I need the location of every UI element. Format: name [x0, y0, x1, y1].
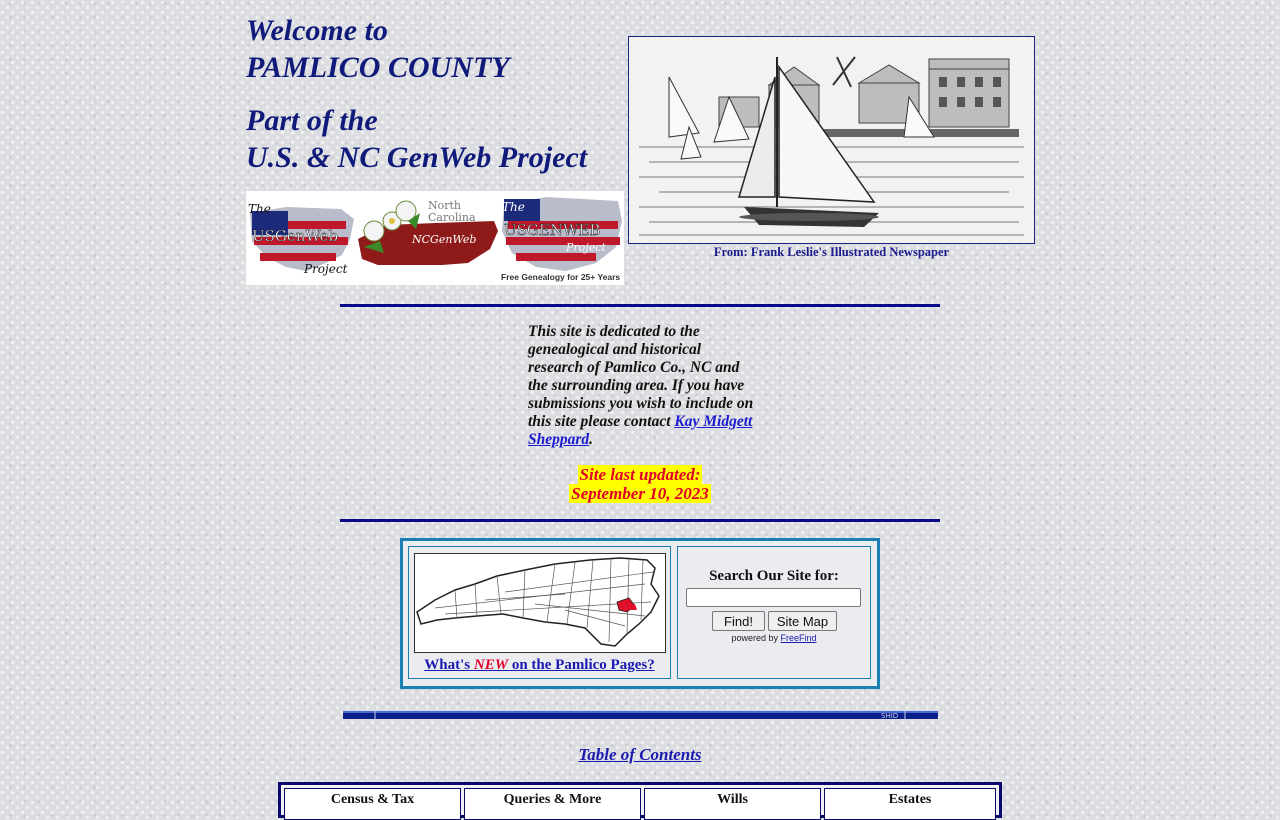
powered-prefix: powered by	[731, 633, 781, 643]
map-search-panel	[400, 538, 880, 689]
svg-text:The: The	[502, 200, 525, 214]
horizontal-rule	[340, 304, 940, 307]
svg-text:Project: Project	[566, 241, 606, 254]
freefind-link[interactable]: FreeFind	[780, 633, 817, 643]
whats-new-prefix: What's	[424, 657, 474, 673]
whats-new-cell	[408, 546, 671, 679]
nc-county-map-link[interactable]	[414, 553, 666, 653]
toc-table	[278, 782, 1002, 818]
toc-cell-estates[interactable]: Estates	[824, 788, 996, 820]
site-search-cell	[677, 546, 871, 679]
nc-county-map-icon	[415, 554, 665, 652]
project-line-2: U.S. & NC GenWeb Project	[246, 141, 588, 174]
find-button[interactable]: Find!	[712, 611, 765, 631]
welcome-line-2: PAMLICO COUNTY	[246, 51, 510, 84]
harbor-engraving-graphic	[629, 37, 1034, 243]
svg-text:Carolina: Carolina	[428, 211, 476, 224]
svg-text:USGENWEB: USGENWEB	[504, 221, 601, 239]
harbor-engraving-image	[628, 36, 1035, 244]
svg-text:Project: Project	[304, 262, 348, 276]
engraving-caption: From: Frank Leslie's Illustrated Newspaper	[713, 245, 950, 259]
toc-cell-census-tax[interactable]: Census & Tax	[284, 788, 461, 820]
whats-new-link[interactable]	[409, 657, 670, 674]
updated-date: September 10, 2023	[571, 484, 709, 503]
search-title: Search Our Site for:	[709, 568, 839, 584]
svg-text:The: The	[248, 202, 271, 216]
table-of-contents-link[interactable]: Table of Contents	[578, 745, 702, 764]
genweb-logos-banner[interactable]	[246, 191, 624, 285]
ncgenweb-logo	[358, 199, 498, 265]
usgenweb-logo	[248, 202, 354, 276]
svg-text:SHID: SHID	[881, 712, 899, 720]
whats-new-suffix: on the Pamlico Pages?	[508, 657, 655, 673]
intro-body: This site is dedicated to the genealogical and historical research of Pamlico Co., NC and the surrounding area. If you have submissions you wish to include on this site please contact	[528, 323, 754, 430]
search-input[interactable]	[686, 588, 861, 607]
last-updated-notice	[540, 465, 740, 503]
updated-line-1: Site last updated:	[579, 465, 701, 484]
project-line-1: Part of the	[246, 104, 378, 137]
site-map-button[interactable]: Site Map	[768, 611, 837, 631]
svg-text:NCGenWeb: NCGenWeb	[412, 233, 477, 246]
toc-cell-wills[interactable]: Wills	[644, 788, 821, 820]
divider-bar-graphic	[343, 710, 938, 720]
whats-new-new-label: NEW	[473, 657, 509, 673]
intro-suffix: .	[589, 431, 594, 448]
site-intro-text	[528, 323, 758, 449]
genweb-logos-graphic	[246, 191, 624, 285]
usgenweb-25-years-logo	[501, 197, 622, 282]
project-heading	[246, 102, 587, 176]
contact-link[interactable]: Kay Midgett Sheppard	[528, 413, 753, 448]
horizontal-rule	[340, 519, 940, 522]
decorative-divider-bar	[343, 710, 938, 720]
welcome-heading	[246, 12, 510, 86]
powered-by	[678, 633, 870, 643]
svg-text:Free Genealogy for 25+ Years: Free Genealogy for 25+ Years	[501, 272, 621, 282]
svg-text:North: North	[428, 199, 462, 212]
welcome-line-1: Welcome to	[246, 14, 388, 47]
svg-text:USGenWeb: USGenWeb	[252, 227, 339, 245]
toc-cell-queries-more[interactable]: Queries & More	[464, 788, 641, 820]
